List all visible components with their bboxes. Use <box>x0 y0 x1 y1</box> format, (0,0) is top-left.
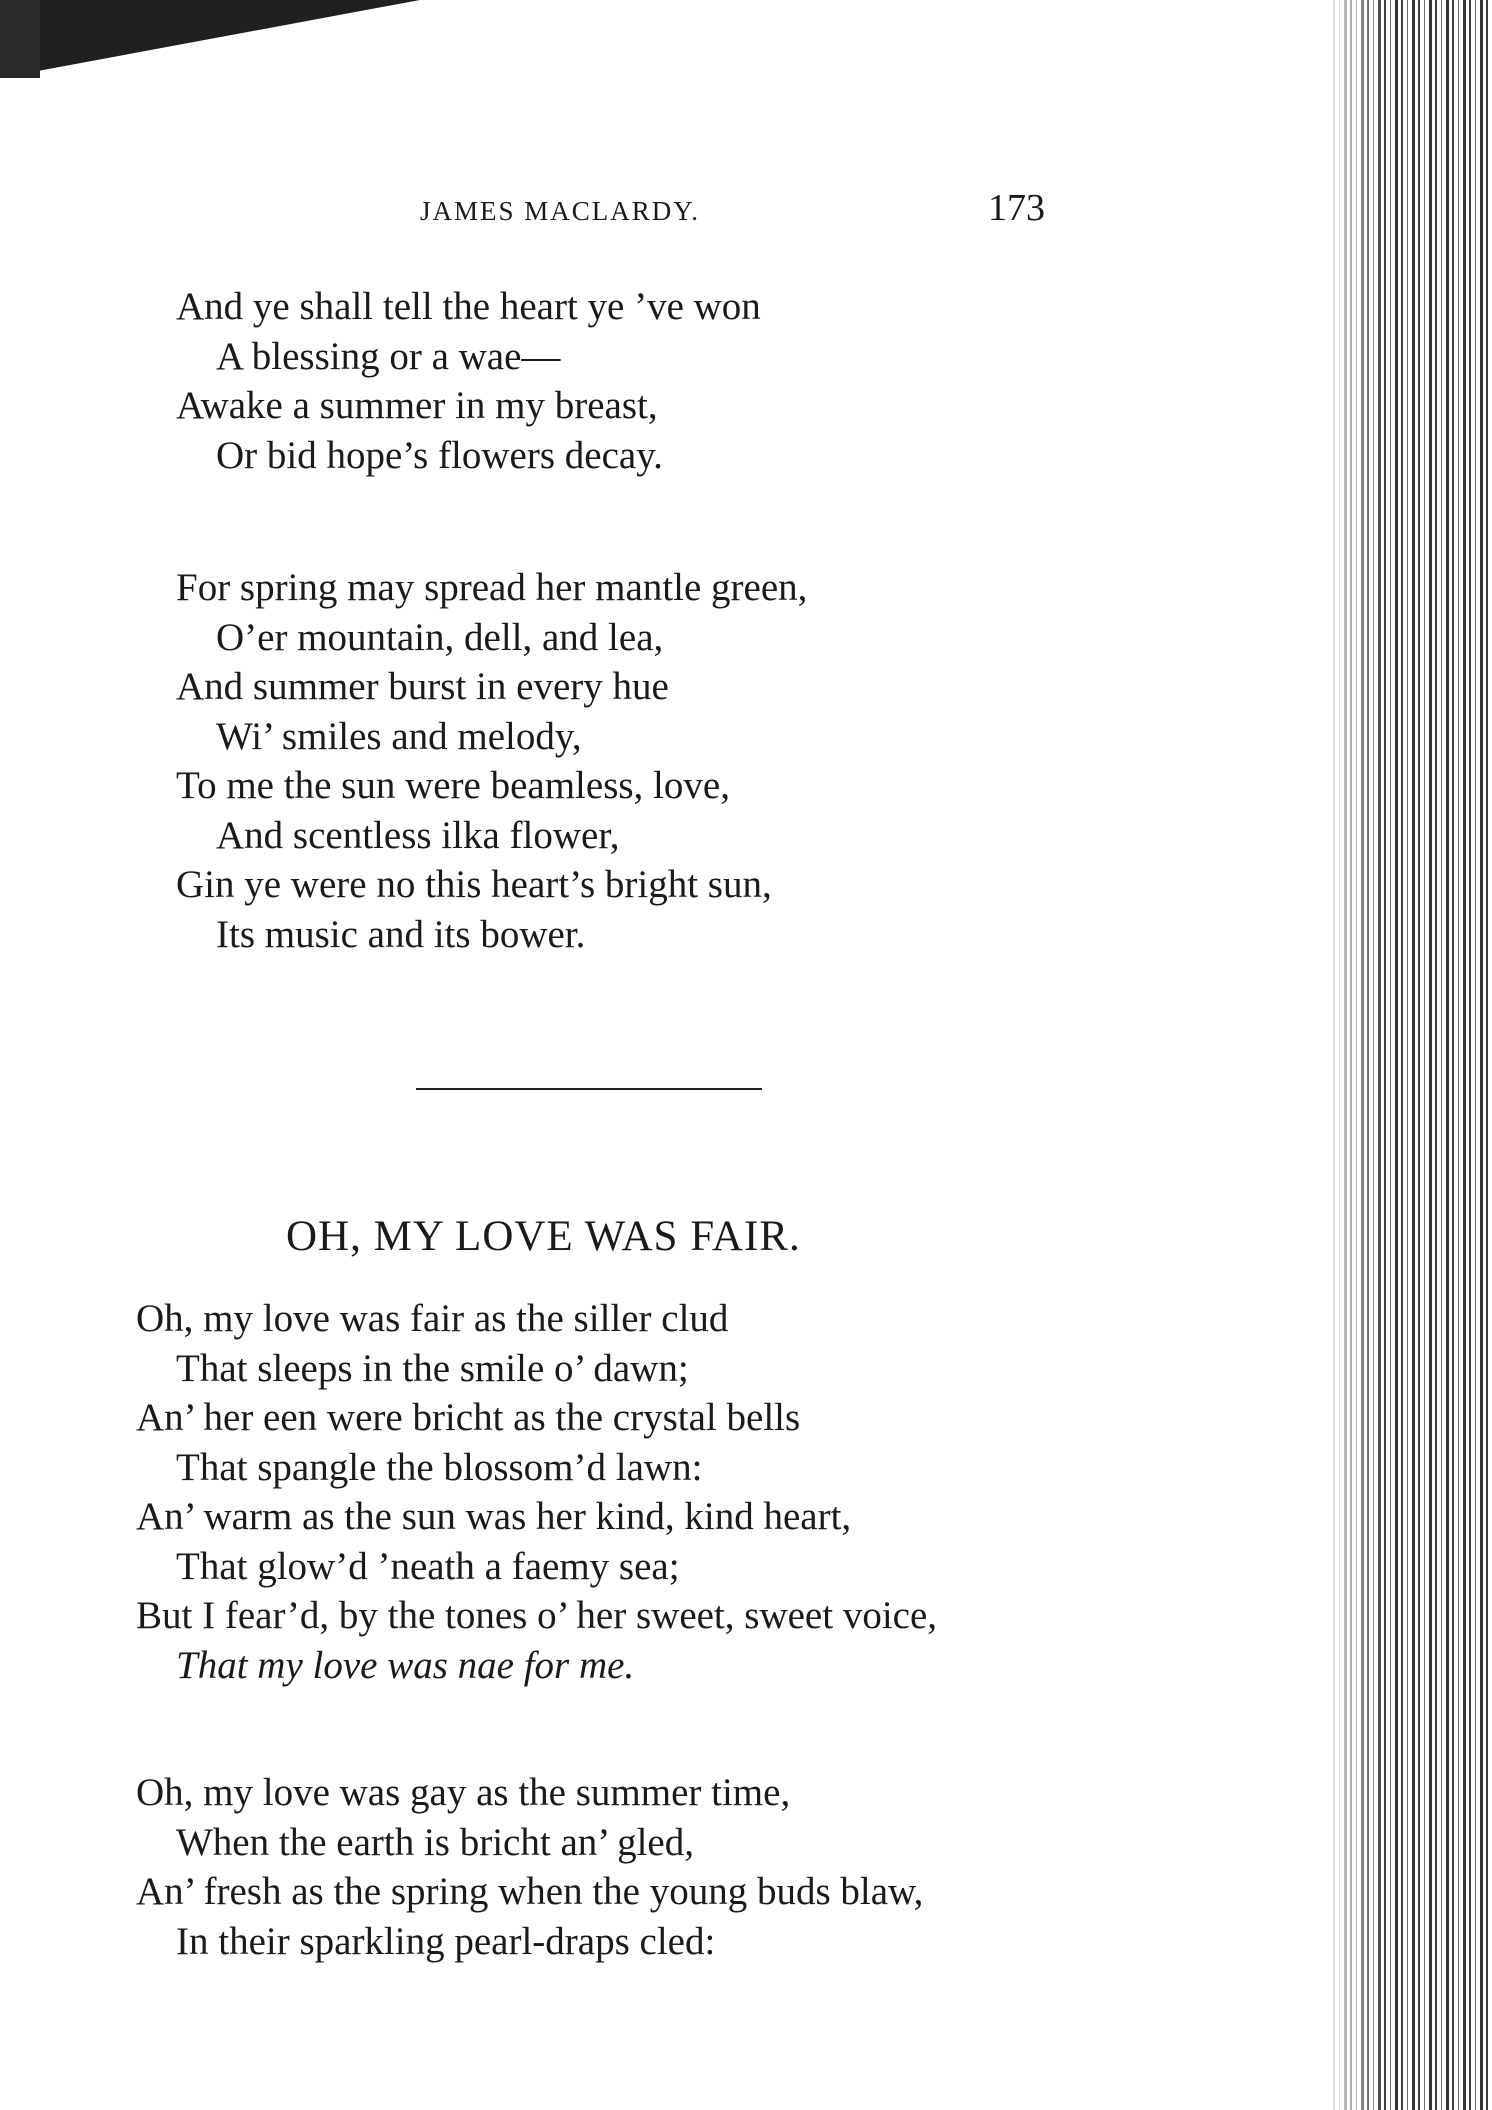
verse-line: Oh, my love was gay as the summer time, <box>136 1771 791 1814</box>
verse-line: Wi’ smiles and melody, <box>216 714 582 758</box>
verse-line: An’ warm as the sun was her kind, kind heart, <box>136 1495 852 1538</box>
running-head: JAMES MACLARDY. <box>420 196 701 226</box>
poem-title: OH, MY LOVE WAS FAIR. <box>286 1213 801 1260</box>
verse-line: An’ fresh as the spring when the young buds blaw, <box>136 1870 924 1913</box>
verse-line: When the earth is bricht an’ gled, <box>176 1820 694 1864</box>
stanza-prev-2 <box>176 563 807 959</box>
verse-line: Oh, my love was fair as the siller clud <box>136 1297 729 1340</box>
verse-line: For spring may spread her mantle green, <box>176 566 808 609</box>
verse-line: And ye shall tell the heart ye ’ve won <box>176 285 761 328</box>
scanned-page-edge-fade <box>1330 0 1492 2110</box>
poem-stanza-1 <box>136 1294 937 1690</box>
verse-line: And scentless ilka flower, <box>216 813 620 857</box>
verse-line: Gin ye were no this heart’s bright sun, <box>176 863 772 906</box>
section-divider-rule <box>416 1088 762 1090</box>
stanza-prev-1 <box>176 282 761 480</box>
verse-line: In their sparkling pearl-draps cled: <box>176 1919 716 1963</box>
page-number: 173 <box>988 187 1045 229</box>
verse-line: That my love was nae for me. <box>176 1643 635 1687</box>
verse-line: To me the sun were beamless, love, <box>176 764 730 807</box>
verse-line: An’ her een were bricht as the crystal bells <box>136 1396 801 1439</box>
poem-stanza-2 <box>136 1768 923 1966</box>
verse-line: That glow’d ’neath a faemy sea; <box>176 1544 680 1588</box>
scan-corner-shadow-block <box>0 0 40 78</box>
verse-line: Its music and its bower. <box>216 912 586 956</box>
verse-line: O’er mountain, dell, and lea, <box>216 615 664 659</box>
verse-line: Awake a summer in my breast, <box>176 384 658 427</box>
verse-line: That spangle the blossom’d lawn: <box>176 1445 703 1489</box>
scan-corner-shadow <box>0 0 420 78</box>
verse-line: And summer burst in every hue <box>176 665 669 708</box>
verse-line: But I fear’d, by the tones o’ her sweet, sweet voice, <box>136 1594 938 1637</box>
verse-line: Or bid hope’s flowers decay. <box>216 433 663 477</box>
verse-line: That sleeps in the smile o’ dawn; <box>176 1346 689 1390</box>
verse-line: A blessing or a wae— <box>216 334 561 378</box>
